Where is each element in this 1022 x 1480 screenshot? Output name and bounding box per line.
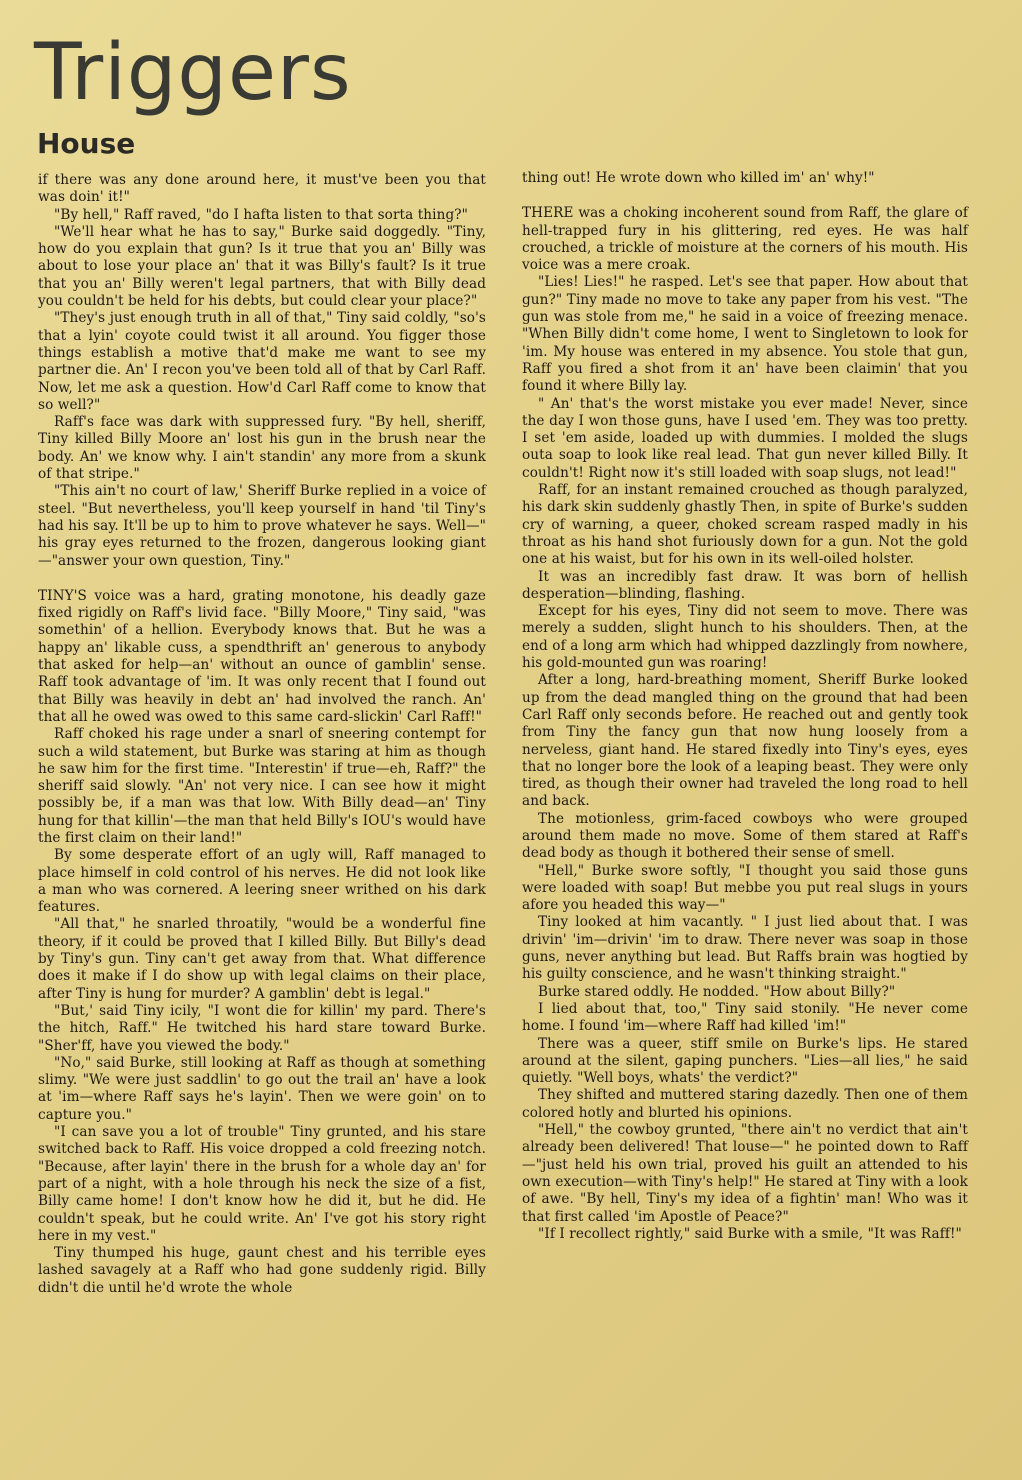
paragraph: After a long, hard-breathing moment, Sheriff Burke looked up from the dead mangled thing on the ground that had been Carl Raff only seconds before. He reached out and gently took from Tiny the fancy gun that now hung loosely from a nerveless, giant hand. He stared fixedly into Tiny's eyes, eyes that no longer bore the look of a leaping beast. They were only tired, as though their owner had traveled the long road to hell and back. bbox=[522, 672, 968, 810]
paragraph: "No," said Burke, still looking at Raff as though at something slimy. "We were just saddlin' to go out the trail an' have a look at 'im—where Raff says he's layin'. Then we were goin' on to capture you." bbox=[38, 1054, 486, 1123]
paragraph: Except for his eyes, Tiny did not seem to move. There was merely a sudden, slight hunch to his shoulders. Then, at the end of a long arm which had whipped dazzlingly from nowhere, his gold-mounted gun was roaring! bbox=[522, 603, 968, 672]
paragraph: "This ain't no court of law,' Sheriff Burke replied in a voice of steel. "But nevertheless, you'll keep yourself in hand 'til Tiny's had his say. It'll be up to him to prove whatever he says. Well—" his gray eyes returned to the frozen, dangerous looking giant—"answer your own question, Tiny." bbox=[38, 483, 486, 569]
paragraph: Tiny looked at him vacantly. " I just lied about that. I was drivin' 'im—drivin' 'im to draw. There never was soap in those guns, never anything but lead. But Raffs brain was hogtied by his guilty conscience, and he wasn't thinking straight." bbox=[522, 914, 968, 983]
paragraph: They shifted and muttered staring dazedly. Then one of them colored hotly and blurted his opinions. bbox=[522, 1087, 968, 1121]
paragraph: "By hell," Raff raved, "do I hafta listen to that sorta thing?" bbox=[54, 206, 469, 223]
paragraph: "Lies! Lies!" he rasped. Let's see that paper. How about that gun?" Tiny made no move to take any paper from his vest. "The gun was stole from me," he said in a voice of freezing menace. "When Billy didn't come home, I went to Singletown to look for 'im. My house was entered in my absence. You stole that gun, Raff you fired a shot from it an' have been claimin' that you found it where Billy lay. bbox=[522, 274, 968, 395]
paragraph: "Hell," Burke swore softly, "I thought you said those guns were loaded with soap! But mebbe you put real slugs in yours afore you headed this way—" bbox=[522, 862, 968, 914]
page-title: Triggers bbox=[34, 28, 352, 118]
paragraph: There was a queer, stiff smile on Burke's lips. He stared around at the silent, gaping punchers. "Lies—all lies," he said quietly. "Well boys, whats' the verdict?" bbox=[522, 1035, 968, 1087]
section-paragraph: THERE was a choking incoherent sound from Raff, the glare of hell-trapped fury in his glittering, red eyes. He was half crouched, a trickle of moisture at the corners of his mouth. His voice was a mere croak. bbox=[522, 205, 968, 274]
paragraph: " An' that's the worst mistake you ever made! Never, since the day I won those guns, have I used 'em. They was too pretty. I set 'em aside, loaded up with dummies. I molded the slugs outa soap to look like real lead. That gun never killed Billy. It couldn't! Right now it's still loaded with soap slugs, not lead!" bbox=[522, 395, 968, 481]
paragraph: By some desperate effort of an ugly will, Raff managed to place himself in cold control of his nerves. He did not look like a man who was cornered. A leering sneer writhed on his dark features. bbox=[38, 847, 486, 916]
paragraph: It was an incredibly fast draw. It was born of hellish desperation—blinding, flashing. bbox=[522, 568, 968, 602]
paragraph: if there was any done around here, it must've been you that was doin' it!" bbox=[38, 172, 486, 206]
paragraph: "Hell," the cowboy grunted, "there ain't no verdict that ain't already been delivered! That louse—" he pointed down to Raff—"just held his own trial, proved his guilt an attended to his own execution—with Tiny's help!" He stared at Tiny with a look of awe. "By hell, Tiny's my idea of a fightin' man! Who was it that first called 'im Apostle of Peace?" bbox=[522, 1122, 968, 1225]
paragraph: "All that," he snarled throatily, "would be a wonderful fine theory, if it could be proved that I killed Billy. But Billy's dead by Tiny's gun. Tiny can't get away from that. What difference does it make if I do show up with legal claims on their place, after Tiny is hung for murder? A gamblin' debt is legal." bbox=[38, 916, 486, 1002]
left-column bbox=[38, 172, 486, 1297]
paragraph: "They's just enough truth in all of that," Tiny said coldly, "so's that a lyin' coyote could twist it all around. You figger those things establish a motive that'd make me want to see my partner die. An' I recon you've been told all of that by Carl Raff. Now, let me ask a question. How'd Carl Raff come to know that so well?" bbox=[38, 310, 486, 413]
paragraph: Raff choked his rage under a snarl of sneering contempt for such a wild statement, but Burke was staring at him as though he saw him for the first time. "Interestin' if true—eh, Raff?" the sheriff said slowly. "An' not very nice. I can see how it might possibly be, if a man was that low. With Billy dead—an' Tiny hung for that killin'—the man that held Billy's IOU's would have the first claim on their land!" bbox=[38, 726, 486, 846]
paragraph: Raff, for an instant remained crouched as though paralyzed, his dark skin suddenly ghastly Then, in spite of Burke's sudden cry of warning, a queer, choked scream rasped madly in his throat as his hand shot furiously down for a gun. Not the gold one at his waist, but for his own in its well-oiled holster. bbox=[522, 482, 968, 568]
paragraph: Raff's face was dark with suppressed fury. "By hell, sheriff, Tiny killed Billy Moore an' lost his gun in the brush near the body. An' we know why. I ain't standin' any more from a skunk of that stripe." bbox=[38, 414, 486, 483]
paragraph: "I can save you a lot of trouble" Tiny grunted, and his stare switched back to Raff. His voice dropped a cold freezing notch. "Because, after layin' there in the brush for a whole day an' for part of a night, with a hole through his neck the size of a fist, Billy came home! I don't know how he did it, but he did. He couldn't speak, but he could write. An' I've got his story right here in my vest." bbox=[38, 1124, 486, 1244]
paragraph: thing out! He wrote down who killed im' an' why!" bbox=[522, 170, 875, 186]
paragraph: "If I recollect rightly," said Burke with a smile, "It was Raff!" bbox=[538, 1225, 962, 1242]
paragraph: Burke stared oddly. He nodded. "How about Billy?" bbox=[538, 983, 896, 1000]
right-column bbox=[522, 170, 968, 1243]
paragraph: The motionless, grim-faced cowboys who were grouped around them made no move. Some of them stared at Raff's dead body as though it bothered their sense of smell. bbox=[522, 810, 968, 862]
paragraph: "But,' said Tiny icily, "I wont die for killin' my pard. There's the hitch, Raff." He twitched his hard stare toward Burke. "Sher'ff, have you viewed the body." bbox=[38, 1002, 486, 1054]
paragraph: Tiny thumped his huge, gaunt chest and his terrible eyes lashed savagely at a Raff who had gone suddenly rigid. Billy didn't die until he'd wrote the whole bbox=[38, 1245, 486, 1296]
paragraph: I lied about that, too," Tiny said stonily. "He never come home. I found 'im—where Raff had killed 'im!" bbox=[522, 1000, 968, 1035]
section-paragraph: TINY'S voice was a hard, grating monotone, his deadly gaze fixed rigidly on Raff's livid face. "Billy Moore," Tiny said, "was somethin' of a hellion. Everybody knows that. But he was a happy an' likable cuss, a spendthrift an' generous to anybody that asked for help—an' without an ounce of gamblin' sense. Raff took advantage of 'im. It was only recent that I found out that Billy was heavily in debt an' had involved the ranch. An' that all he owed was owed to this same card-slickin' Carl Raff!" bbox=[38, 587, 486, 725]
paragraph: "We'll hear what he has to say," Burke said doggedly. "Tiny, how do you explain that gun? Is it true that you an' Billy was about to lose your place an' that it was Billy's fault? Is it true that you an' Billy weren't legal partners, that with Billy dead you couldn't be held for his debts, but could clear your place?" bbox=[38, 223, 486, 310]
page-subtitle: House bbox=[37, 127, 136, 160]
